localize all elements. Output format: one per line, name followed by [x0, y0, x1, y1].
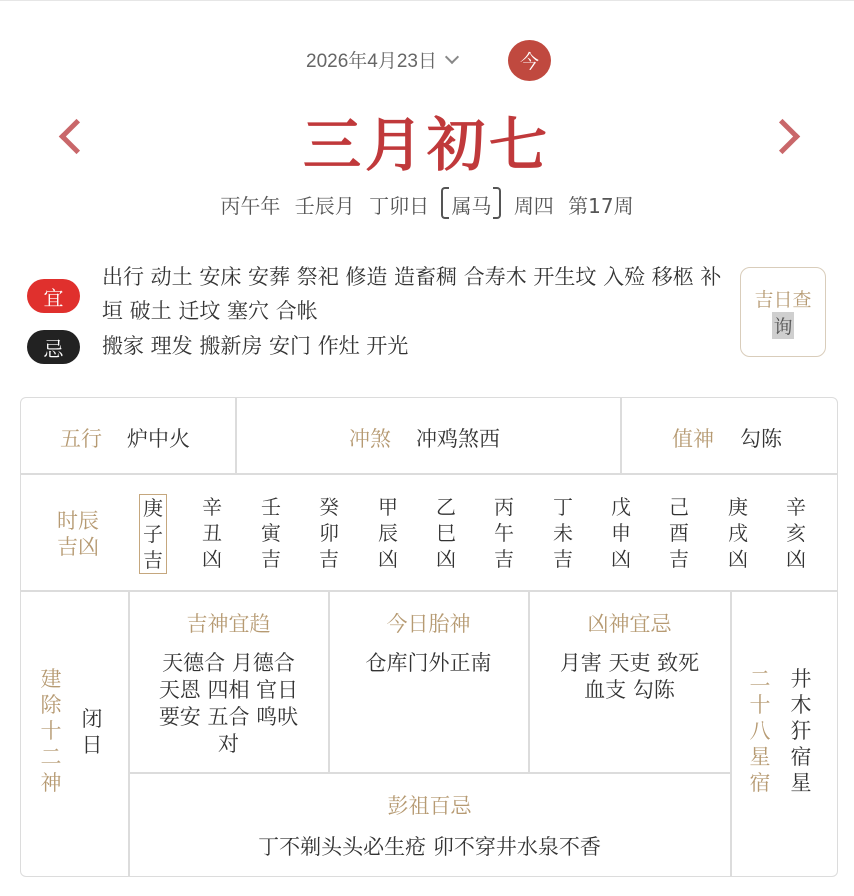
table-divider: [21, 590, 837, 592]
date-label: 2026年4月23日: [306, 50, 437, 72]
date-row: [0, 40, 854, 80]
zodiac-label: 属马: [443, 190, 499, 219]
hour-luck: 凶: [611, 547, 631, 571]
hour-zhi: 亥: [786, 521, 806, 545]
hour-luck: 吉: [669, 547, 689, 571]
chongsha-label: 冲煞: [349, 427, 391, 451]
hour-gan: 丁: [553, 495, 573, 519]
chongsha-value: 冲鸡煞西: [416, 427, 500, 451]
hour-gan: 甲: [378, 495, 398, 519]
hour-gan: 乙: [436, 495, 456, 519]
hour-gan: 壬: [261, 495, 281, 519]
hour-column[interactable]: [549, 494, 577, 574]
hour-zhi: 丑: [202, 521, 222, 545]
ji-badge: 忌: [27, 330, 80, 364]
hour-gan: 癸: [319, 495, 339, 519]
today-button[interactable]: 今: [508, 40, 551, 81]
hour-zhi: 未: [553, 521, 573, 545]
yi-items: 出行 动土 安床 安葬 祭祀 修造 造畜稠 合寿木 开生坟 入殓 移柩 补垣 破土 迁坟 塞穴 合帐: [102, 265, 722, 323]
lookup-label-line2: 询: [772, 312, 793, 339]
lunar-date-title: 三月初七: [302, 111, 551, 179]
hour-gan: 庚: [728, 495, 748, 519]
hour-gan: 辛: [202, 495, 222, 519]
zhishen-label: 值神: [672, 427, 714, 451]
hour-luck: 凶: [202, 547, 222, 571]
table-divider: [620, 398, 622, 474]
jishen-line3: 要安 五合 鸣吠: [158, 705, 299, 729]
xiongshen-line1: 月害 天吏 致死: [559, 651, 700, 675]
shichen-label-line2: 吉凶: [57, 535, 99, 559]
hour-column[interactable]: [607, 494, 635, 574]
zhishen-value: 勾陈: [740, 427, 782, 451]
lookup-label-line1: 吉日查: [754, 289, 812, 311]
hour-column[interactable]: [490, 494, 518, 574]
ganzhi-row: [0, 190, 854, 219]
xiongshen-line2: 血支 勾陈: [584, 678, 675, 702]
hour-luck: 吉: [319, 547, 339, 571]
hour-column[interactable]: [782, 494, 810, 574]
top-divider: [0, 0, 854, 1]
next-day-arrow-icon[interactable]: [766, 118, 804, 156]
hour-luck: 吉: [261, 547, 281, 571]
hour-luck: 吉: [143, 548, 163, 572]
hour-luck: 吉: [553, 547, 573, 571]
hour-column[interactable]: [724, 494, 752, 574]
hour-column[interactable]: [432, 494, 460, 574]
shichen-label: [48, 508, 108, 560]
hour-zhi: 卯: [319, 521, 339, 545]
table-divider: [21, 473, 837, 475]
weekday-label: 周四: [513, 194, 554, 218]
xiongshen-title: 凶神宜忌: [587, 612, 672, 636]
hour-luck: 凶: [728, 547, 748, 571]
hour-luck: 凶: [378, 547, 398, 571]
year-ganzhi: 丙午年: [220, 194, 281, 218]
jishen-title: 吉神宜趋: [186, 612, 271, 636]
jishen-line4: 对: [218, 732, 239, 756]
jishen-cell: [129, 608, 328, 758]
pengzu-value: 丁不剃头头必生疮 卯不穿井水泉不香: [258, 835, 601, 859]
jishen-line2: 天恩 四相 官日: [158, 678, 299, 702]
hour-gan: 己: [669, 495, 689, 519]
ji-items: 搬家 理发 搬新房 安门 作灶 开光: [102, 334, 409, 358]
pengzu-title: 彭祖百忌: [387, 794, 472, 818]
shichen-label-line1: 时辰: [57, 509, 99, 533]
table-divider: [128, 772, 730, 774]
hour-zhi: 申: [611, 521, 631, 545]
xiu-value: 井木犴宿星: [790, 667, 812, 795]
hour-gan: 辛: [786, 495, 806, 519]
jianchu-label: 建除十二神: [40, 667, 62, 795]
hour-zhi: 午: [494, 521, 514, 545]
hour-zhi: 酉: [669, 521, 689, 545]
hour-zhi: 戌: [728, 521, 748, 545]
hour-luck: 吉: [494, 547, 514, 571]
xiongshen-cell: [529, 608, 730, 704]
hour-gan: 戊: [611, 495, 631, 519]
hour-column[interactable]: [315, 494, 343, 574]
pengzu-cell: [129, 790, 730, 861]
month-ganzhi: 壬辰月: [294, 194, 355, 218]
auspicious-day-lookup-button[interactable]: [740, 267, 826, 357]
hour-column[interactable]: [374, 494, 402, 574]
table-divider: [730, 591, 732, 876]
hour-zhi: 巳: [436, 521, 456, 545]
hour-gan: 庚: [143, 496, 163, 520]
table-divider: [235, 398, 237, 474]
hour-zhi: 寅: [261, 521, 281, 545]
hour-gan: 丙: [494, 495, 514, 519]
xiu-label: 二十八星宿: [749, 667, 771, 795]
hour-column[interactable]: [665, 494, 693, 574]
day-ganzhi: 丁卯日: [369, 194, 430, 218]
taishen-cell: [329, 608, 528, 677]
week-number: 第17周: [568, 194, 634, 218]
chevron-down-icon: [445, 49, 459, 63]
hour-column[interactable]: [257, 494, 285, 574]
wuxing-label: 五行: [60, 427, 102, 451]
taishen-value: 仓库门外正南: [365, 651, 492, 675]
hour-luck: 凶: [786, 547, 806, 571]
hour-luck: 凶: [436, 547, 456, 571]
wuxing-value: 炉中火: [127, 427, 190, 451]
jishen-line1: 天德合 月德合: [162, 651, 295, 675]
date-picker[interactable]: [306, 46, 457, 72]
jianchu-value: 闭日: [81, 707, 103, 757]
yi-badge: 宜: [27, 279, 80, 313]
hour-column[interactable]: [139, 494, 167, 574]
hour-zhi: 子: [143, 522, 163, 546]
hour-zhi: 辰: [378, 521, 398, 545]
taishen-title: 今日胎神: [386, 612, 471, 636]
hour-column[interactable]: [198, 494, 226, 574]
